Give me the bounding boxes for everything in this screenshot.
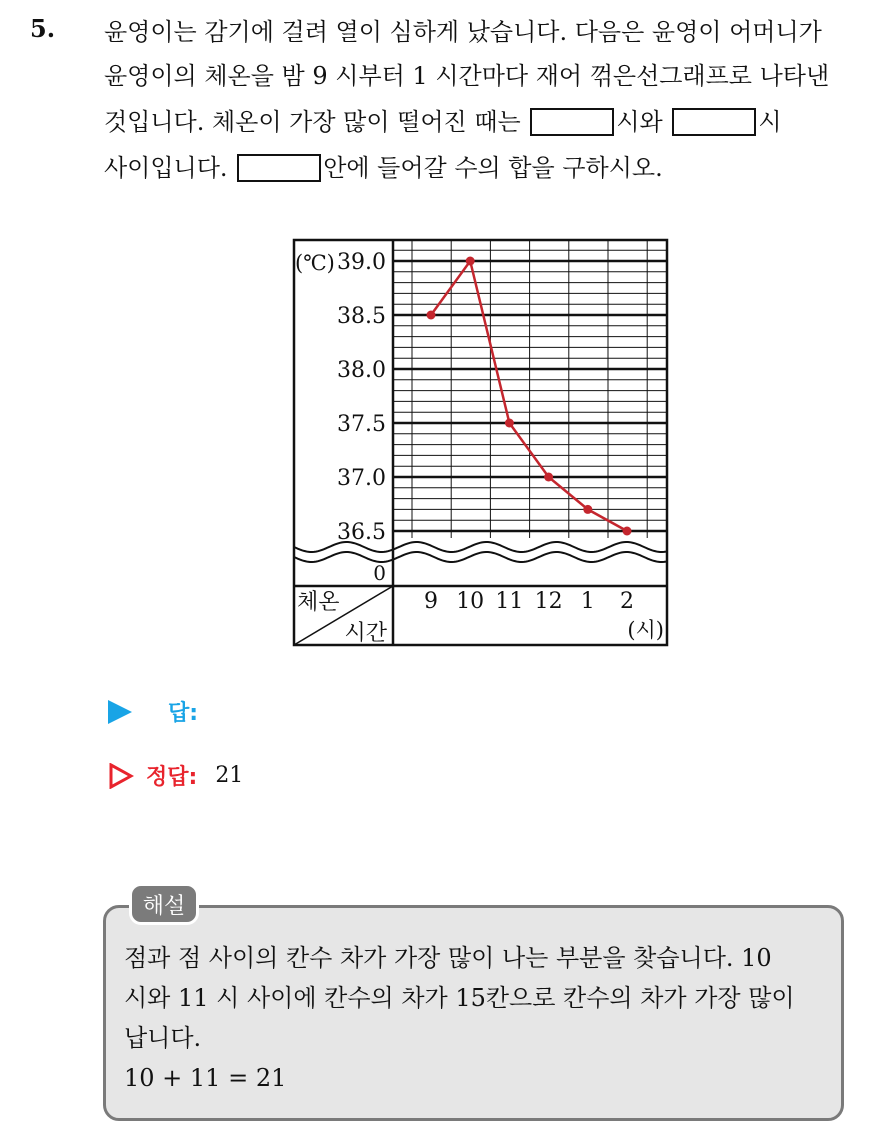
explanation-line-2: 시와 11 시 사이에 칸수의 차가 15칸으로 칸수의 차가 가장 많이 bbox=[124, 984, 795, 1012]
data-point bbox=[427, 311, 436, 320]
y-tick-label: 38.0 bbox=[337, 358, 386, 383]
y-tick-label: 39.0 bbox=[337, 250, 386, 275]
explanation-line-1: 점과 점 사이의 칸수 차가 가장 많이 나는 부분을 찾습니다. 10 bbox=[124, 944, 772, 972]
header-label-time: 시간 bbox=[344, 621, 387, 646]
y-tick-label: 37.5 bbox=[337, 412, 386, 437]
x-tick-label: 1 bbox=[580, 589, 595, 614]
axis-break bbox=[294, 538, 667, 586]
data-point bbox=[583, 505, 592, 514]
question-line-3-a: 것입니다. 체온이 가장 많이 떨어진 때는 bbox=[104, 108, 529, 136]
answer-row bbox=[108, 696, 198, 727]
x-tick-label: 10 bbox=[456, 589, 485, 614]
y-tick-label: 36.5 bbox=[337, 520, 386, 545]
y-zero-label: 0 bbox=[373, 561, 386, 585]
x-tick-label: 9 bbox=[424, 589, 438, 614]
correct-answer-value: 21 bbox=[215, 763, 244, 788]
y-tick-label: 37.0 bbox=[337, 466, 386, 491]
data-point bbox=[505, 419, 514, 428]
question-line-4-b: 안에 들어갈 수의 합을 구하시오. bbox=[323, 154, 663, 182]
explanation-line-4: 10 + 11 = 21 bbox=[124, 1064, 287, 1092]
question-line-1: 윤영이는 감기에 걸려 열이 심하게 났습니다. 다음은 윤영이 어머니가 bbox=[104, 18, 822, 46]
temperature-line bbox=[431, 261, 627, 531]
answer-label: 답: bbox=[168, 701, 199, 726]
x-tick-label: 2 bbox=[620, 589, 634, 614]
correct-answer-label: 정답: bbox=[146, 765, 198, 790]
question-number: 5. bbox=[30, 14, 56, 43]
explanation-text bbox=[124, 938, 834, 1098]
correct-answer-row bbox=[108, 760, 243, 791]
y-tick-label: 38.5 bbox=[337, 304, 386, 329]
chart-series bbox=[427, 257, 632, 536]
explanation-tag: 해설 bbox=[129, 883, 199, 925]
header-label-temperature: 체온 bbox=[297, 590, 340, 615]
data-point bbox=[544, 473, 553, 482]
question-line-3-c: 시 bbox=[758, 108, 782, 136]
play-triangle-icon bbox=[108, 700, 132, 724]
y-unit-label: (℃) bbox=[295, 251, 335, 275]
question-line-4-a: 사이입니다. bbox=[104, 154, 236, 182]
data-point bbox=[623, 527, 632, 536]
question-line-2: 윤영이의 체온을 밤 9 시부터 1 시간마다 재어 꺾은선그래프로 나타낸 bbox=[104, 62, 830, 90]
explanation-line-3: 납니다. bbox=[124, 1024, 202, 1052]
question-line-3-b: 시와 bbox=[616, 108, 671, 136]
data-point bbox=[466, 257, 475, 266]
outline-triangle-icon bbox=[108, 763, 134, 789]
x-unit-label: (시) bbox=[627, 618, 664, 642]
x-tick-label: 12 bbox=[534, 589, 563, 614]
x-tick-label: 11 bbox=[495, 589, 524, 614]
